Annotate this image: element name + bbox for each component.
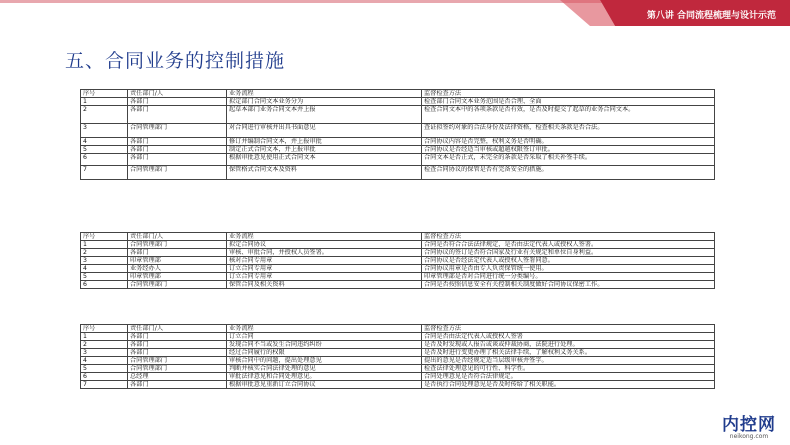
table-cell: 5 (81, 365, 128, 373)
table-cell: 检查部门合同文本业务范围是否合理、全面 (422, 98, 715, 106)
table-cell: 合同协议用章是否由专人负责保管统一使用。 (422, 265, 715, 273)
logo-name: 内控网 (722, 415, 776, 435)
table-row (81, 249, 715, 257)
table-cell: 合同协议是否经适当审核或超越权限签订审批。 (422, 146, 715, 154)
table-cell: 6 (81, 281, 128, 289)
table-row (81, 166, 715, 180)
table-cell: 合同管理部门 (128, 357, 227, 365)
control-table-1 (80, 89, 715, 180)
table-cell: 是否执行合同处理意见是否及时传给了相关职能。 (422, 381, 715, 389)
table-cell: 订立合同专用章 (227, 273, 422, 281)
table-cell: 合同是否由法定代表人或授权人签署 (422, 333, 715, 341)
table-cell: 4 (81, 265, 128, 273)
table-cell: 各部门 (128, 138, 227, 146)
table-cell: 拟定合同协议 (227, 241, 422, 249)
table-row (81, 357, 715, 365)
table-cell: 合同处理意见是否符合法律规定。 (422, 373, 715, 381)
table-cell: 制定正式合同文本，并上报审批 (227, 146, 422, 154)
table-row (81, 146, 715, 154)
table-cell: 合同协议是否经法定代表人或授权人签署同意。 (422, 257, 715, 265)
table-cell: 合同协议内容是否完整，权利义务是否明确。 (422, 138, 715, 146)
table-cell: 6 (81, 373, 128, 381)
table-cell: 3 (81, 124, 128, 138)
table-cell: 根据审批意见重新订立合同协议 (227, 381, 422, 389)
logo (722, 410, 776, 440)
table-row (81, 138, 715, 146)
table-cell: 各部门 (128, 146, 227, 154)
table-cell: 业务经办人 (128, 265, 227, 273)
table-cell: 2 (81, 341, 128, 349)
table-row (81, 154, 715, 166)
table-cell: 订立合同专用章 (227, 265, 422, 273)
table-cell: 合同协议的签订是否符合国家及行业有关规定和单位自身利益。 (422, 249, 715, 257)
table-row (81, 333, 715, 341)
table-row (81, 365, 715, 373)
table-cell: 是否及时发现或人报告或谈或仲裁协商，法院进行处理。 (422, 341, 715, 349)
table-cell: 合同管理部门 (128, 124, 227, 138)
table-cell: 拟定部门合同文本业务分为 (227, 98, 422, 106)
table-cell: 印章管理部是否对合同进行统一分类编号。 (422, 273, 715, 281)
table-cell: 5 (81, 146, 128, 154)
table-row (81, 106, 715, 124)
table-header-row (81, 325, 715, 333)
table-cell: 印章管理部 (128, 257, 227, 265)
table-row (81, 381, 715, 389)
table-cell: 保管格式合同文本及资料 (227, 166, 422, 180)
column-header: 监督检查方法 (422, 325, 715, 333)
table-cell: 审核合同中的问题，提出处理意见 (227, 357, 422, 365)
table-cell: 合同是否按照信息安全有关控制相关制度做好合同协议保密工作。 (422, 281, 715, 289)
table-cell: 4 (81, 138, 128, 146)
table-cell: 各部门 (128, 333, 227, 341)
table-cell: 各部门 (128, 381, 227, 389)
table-cell: 2 (81, 106, 128, 124)
table-cell: 修订并编制合同文本，并上报审批 (227, 138, 422, 146)
table-cell: 订立合同 (227, 333, 422, 341)
table-cell: 判断并核实合同法律处理的意见 (227, 365, 422, 373)
table-cell: 各部门 (128, 98, 227, 106)
table-cell: 7 (81, 166, 128, 180)
table-cell: 审批法律意见和合同处理意见。 (227, 373, 422, 381)
table-cell: 是否及时进行变更办理了相关法律手续，了解权利义务关系。 (422, 349, 715, 357)
table-row (81, 373, 715, 381)
table-cell: 检查法律处理意见的可行性、科学性。 (422, 365, 715, 373)
table-cell: 各部门 (128, 154, 227, 166)
column-header: 业务流程 (227, 233, 422, 241)
column-header: 序号 (81, 233, 128, 241)
column-header: 序号 (81, 325, 128, 333)
table-cell: 合同文本是否正式，未完全的条款是否采取了相关补签手续。 (422, 154, 715, 166)
column-header: 业务流程 (227, 90, 422, 98)
table-row (81, 281, 715, 289)
table-cell: 合同是否符合合法法律规定，是否由法定代表人或授权人签署。 (422, 241, 715, 249)
table-cell: 合同管理部门 (128, 365, 227, 373)
table-cell: 7 (81, 381, 128, 389)
column-header: 监督检查方法 (422, 233, 715, 241)
table-cell: 各部门 (128, 349, 227, 357)
table-header-row (81, 233, 715, 241)
table-cell: 提出的意见是否经规定适当层级审核并签字。 (422, 357, 715, 365)
logo-url: neikong.com (729, 433, 769, 440)
table-row (81, 257, 715, 265)
table-cell: 4 (81, 357, 128, 365)
header-title: 第八讲 合同流程梳理与设计示范 (646, 11, 776, 21)
table-header-row (81, 90, 715, 98)
column-header: 序号 (81, 90, 128, 98)
column-header: 责任部门/人 (128, 90, 227, 98)
table-cell: 3 (81, 257, 128, 265)
table-cell: 发现合同不当或发生合同违约纠纷 (227, 341, 422, 349)
table-cell: 合同管理部门 (128, 241, 227, 249)
table-row (81, 98, 715, 106)
table-cell: 6 (81, 154, 128, 166)
table-cell: 起草本部门业务合同文本并上报 (227, 106, 422, 124)
table-cell: 合同管理部门 (128, 166, 227, 180)
table-cell: 印章管理部 (128, 273, 227, 281)
table-cell: 5 (81, 273, 128, 281)
table-cell: 总经理 (128, 373, 227, 381)
header-bar (0, 0, 790, 28)
table-cell: 各部门 (128, 106, 227, 124)
table-cell: 1 (81, 333, 128, 341)
table-cell: 检查合同文本中的各项条款是否有效，是否及时提交了起草的业务合同文本。 (422, 106, 715, 124)
table-row (81, 124, 715, 138)
table-cell: 对合同进行审核并出具书面意见 (227, 124, 422, 138)
table-row (81, 241, 715, 249)
table-cell: 根据审批意见使用正式合同文本 (227, 154, 422, 166)
table-cell: 保管合同及相关资料 (227, 281, 422, 289)
table-cell: 审核、审批合同，并授权人员签署。 (227, 249, 422, 257)
table-cell: 1 (81, 241, 128, 249)
column-header: 责任部门/人 (128, 233, 227, 241)
table-cell: 查证拟签约对象的合法身份及法律资格，检查相关条款是否合法。 (422, 124, 715, 138)
table-row (81, 349, 715, 357)
column-header: 责任部门/人 (128, 325, 227, 333)
column-header: 业务流程 (227, 325, 422, 333)
page-title: 五、合同业务的控制措施 (65, 50, 286, 72)
table-cell: 各部门 (128, 341, 227, 349)
table-row (81, 273, 715, 281)
table-cell: 3 (81, 349, 128, 357)
table-cell: 合同管理部门 (128, 281, 227, 289)
table-cell: 1 (81, 98, 128, 106)
table-cell: 经过合同履行的权限 (227, 349, 422, 357)
table-row (81, 341, 715, 349)
table-cell: 核对合同专用章 (227, 257, 422, 265)
control-table-2 (80, 232, 715, 289)
table-cell: 检查合同协议的保管是否有完备安全的措施。 (422, 166, 715, 180)
control-table-3 (80, 324, 715, 389)
table-row (81, 265, 715, 273)
column-header: 监督检查方法 (422, 90, 715, 98)
table-cell: 2 (81, 249, 128, 257)
table-cell: 各部门 (128, 249, 227, 257)
